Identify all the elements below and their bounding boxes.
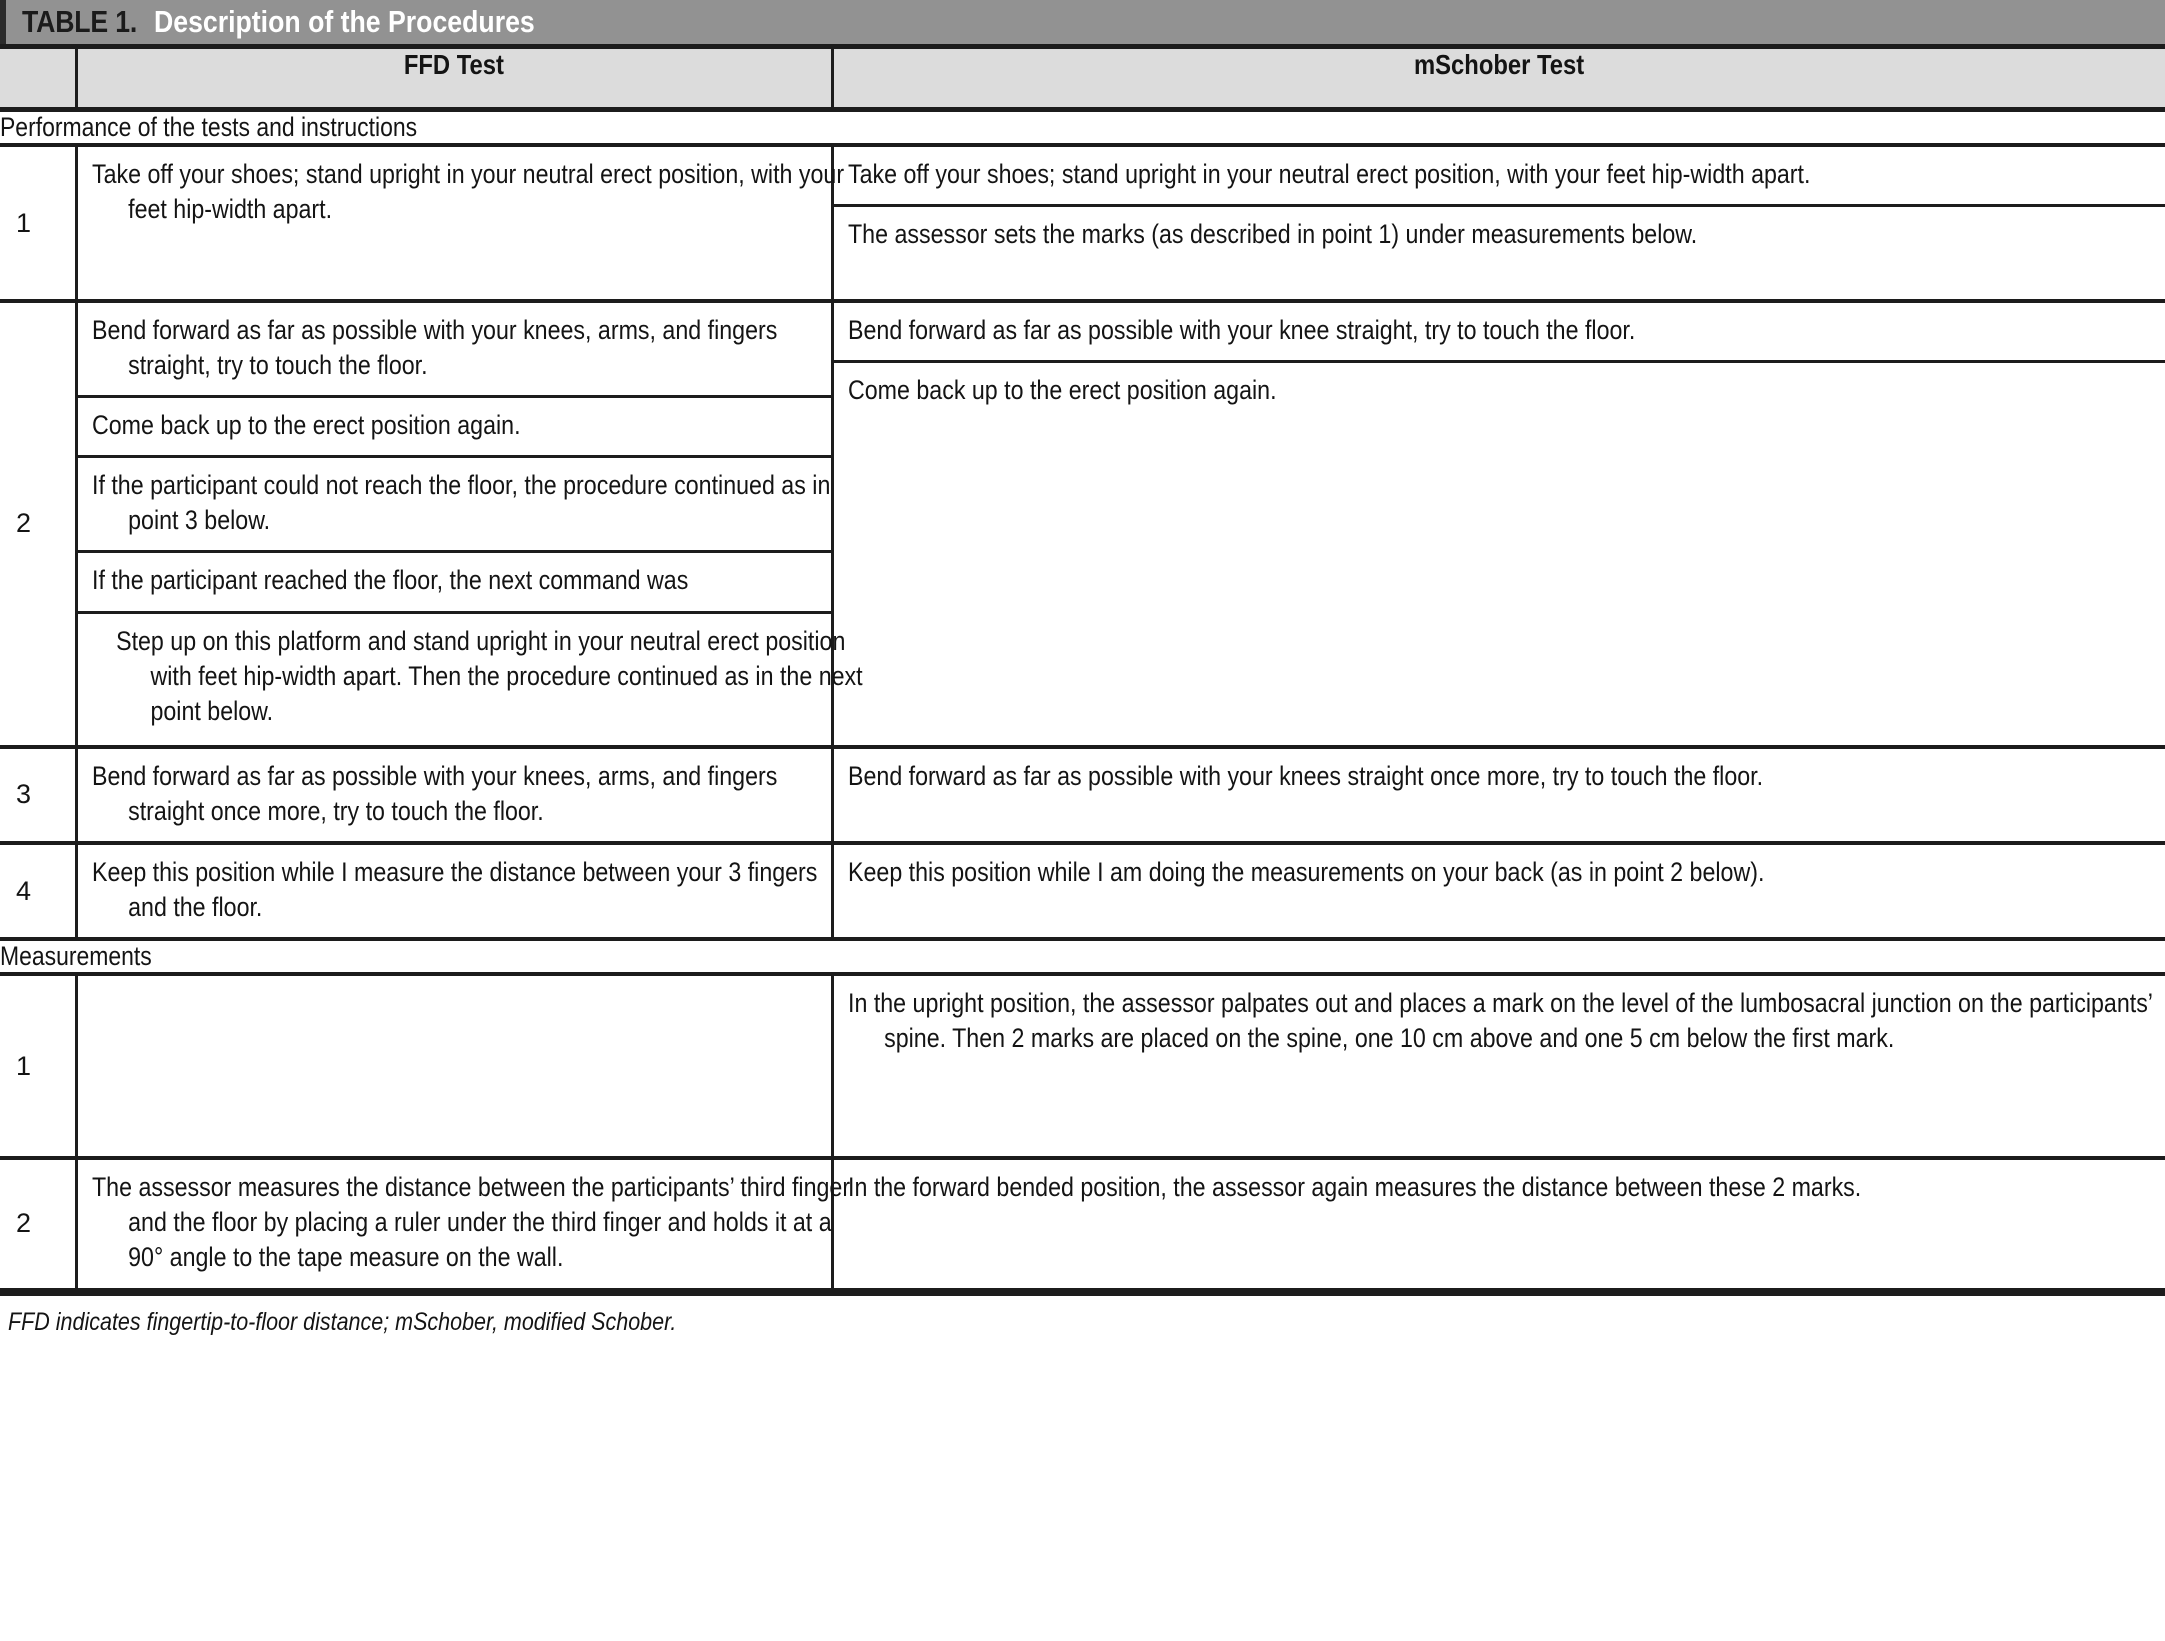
header-cell-number bbox=[0, 47, 76, 110]
subrow-text: Bend forward as far as possible with your knees, arms, and fingers straight, try to touch the floor. bbox=[91, 315, 777, 381]
table-row bbox=[0, 747, 2165, 843]
row-cell-ffd bbox=[76, 301, 863, 747]
table-row bbox=[0, 974, 2165, 1158]
subrow bbox=[78, 976, 831, 1156]
subrow-stack-mschober bbox=[834, 147, 2165, 264]
row-cell-ffd bbox=[76, 145, 844, 301]
subrow bbox=[834, 207, 2165, 264]
row-cell-ffd bbox=[76, 843, 832, 939]
subrow bbox=[834, 147, 2165, 207]
header-cell-ffd bbox=[76, 47, 832, 110]
table-title-bar bbox=[0, 0, 2165, 44]
subrow-stack-mschober bbox=[834, 976, 2165, 1068]
subrow-stack-ffd bbox=[78, 303, 863, 745]
row-number: 4 bbox=[0, 843, 76, 939]
subrow-text: Bend forward as far as possible with your knees, arms, and fingers straight once more, try to touch the floor. bbox=[91, 760, 777, 826]
section-heading-performance: Performance of the tests and instructions bbox=[0, 112, 418, 142]
table-title: Description of the Procedures bbox=[153, 4, 535, 39]
subrow-stack-ffd bbox=[78, 976, 831, 1156]
subrow bbox=[834, 363, 2165, 420]
row-cell-mschober bbox=[832, 301, 2165, 747]
footnote-text: FFD indicates fingertip-to-floor distance; mSchober, modified Schober. bbox=[8, 1307, 677, 1336]
subrow bbox=[78, 147, 844, 299]
row-cell-mschober bbox=[832, 974, 2165, 1158]
header-label-mschober: mSchober Test bbox=[1414, 49, 1585, 80]
subrow-text: If the participant reached the floor, the next command was bbox=[91, 565, 688, 596]
subrow bbox=[78, 303, 831, 398]
table-header-row bbox=[0, 47, 2165, 110]
subrow bbox=[78, 1160, 850, 1287]
row-cell-ffd bbox=[76, 747, 832, 843]
subrow bbox=[834, 303, 2165, 363]
subrow bbox=[834, 1160, 2165, 1217]
subrow bbox=[78, 458, 831, 553]
row-number: 2 bbox=[0, 1158, 76, 1289]
row-number: 3 bbox=[0, 747, 76, 843]
subrow-text: Take off your shoes; stand upright in your neutral erect position, with your feet hip-width apart. bbox=[847, 159, 1810, 189]
subrow-stack-ffd bbox=[78, 845, 831, 937]
subrow-stack-ffd bbox=[78, 147, 844, 299]
section-band-performance bbox=[0, 110, 2165, 146]
table-number-label: TABLE 1. bbox=[22, 4, 138, 39]
subrow-text: Take off your shoes; stand upright in your neutral erect position, with your feet hip-width apart. bbox=[91, 159, 844, 225]
row-cell-mschober bbox=[832, 145, 2165, 301]
section-band-measurements-cell bbox=[0, 939, 2165, 974]
subrow-text: Keep this position while I am doing the measurements on your back (as in point 2 below). bbox=[847, 857, 1764, 888]
subrow-text: Come back up to the erect position again. bbox=[847, 375, 1277, 406]
subrow bbox=[834, 845, 2165, 902]
subrow-stack-mschober bbox=[834, 1160, 2165, 1217]
row-number: 1 bbox=[0, 974, 76, 1158]
subrow bbox=[78, 398, 831, 458]
table-row bbox=[0, 1158, 2165, 1289]
subrow-text: The assessor measures the distance between the participants’ third finger and the floor by placing a ruler under the third finger and holds it at a 90° angle to the tape measure on the wall. bbox=[91, 1172, 850, 1273]
subrow bbox=[78, 553, 831, 613]
subrow-text: The assessor sets the marks (as described in point 1) under measurements below. bbox=[847, 219, 1697, 250]
section-band-performance-cell bbox=[0, 110, 2165, 146]
table-row bbox=[0, 301, 2165, 747]
subrow-text: Come back up to the erect position again. bbox=[91, 410, 521, 441]
row-cell-ffd bbox=[76, 974, 832, 1158]
table-footnote bbox=[0, 1292, 2165, 1337]
subrow bbox=[78, 749, 831, 841]
row-cell-ffd bbox=[76, 1158, 850, 1289]
subrow bbox=[834, 749, 2165, 806]
row-number: 1 bbox=[0, 145, 76, 301]
subrow bbox=[834, 976, 2165, 1068]
subrow-stack-mschober bbox=[834, 845, 2165, 902]
header-label-ffd: FFD Test bbox=[403, 49, 505, 80]
subrow-stack-mschober bbox=[834, 303, 2165, 420]
subrow-text: If the participant could not reach the floor, the procedure continued as in point 3 below. bbox=[91, 470, 830, 536]
subrow-stack-mschober bbox=[834, 749, 2165, 806]
subrow-text: Bend forward as far as possible with your knee straight, try to touch the floor. bbox=[847, 315, 1635, 345]
procedures-table bbox=[0, 44, 2165, 1292]
subrow-stack-ffd bbox=[78, 749, 831, 841]
row-cell-mschober bbox=[832, 747, 2165, 843]
section-band-measurements bbox=[0, 939, 2165, 974]
row-cell-mschober bbox=[832, 1158, 2165, 1289]
subrow-text: In the upright position, the assessor palpates out and places a mark on the level of the lumbosacral junction on the participants’ spine. Then 2 marks are placed on the spine, one 10 cm above and one 5 cm below the first mark. bbox=[847, 988, 2152, 1054]
table-row bbox=[0, 145, 2165, 301]
subrow bbox=[78, 845, 831, 937]
table-row bbox=[0, 843, 2165, 939]
section-heading-measurements: Measurements bbox=[0, 941, 152, 972]
subrow-text: Keep this position while I measure the distance between your 3 fingers and the floor. bbox=[91, 857, 817, 923]
row-number: 2 bbox=[0, 301, 76, 747]
subrow-text: In the forward bended position, the assessor again measures the distance between these 2 marks. bbox=[847, 1172, 1861, 1203]
subrow-text: Step up on this platform and stand upright in your neutral erect position with feet hip-width apart. Then the procedure continued as in the next point below. bbox=[115, 625, 863, 726]
row-cell-mschober bbox=[832, 843, 2165, 939]
subrow bbox=[78, 614, 863, 745]
header-cell-mschober bbox=[832, 47, 2165, 110]
subrow-text: Bend forward as far as possible with your knees straight once more, try to touch the floor. bbox=[847, 760, 1763, 791]
subrow-stack-ffd bbox=[78, 1160, 850, 1287]
